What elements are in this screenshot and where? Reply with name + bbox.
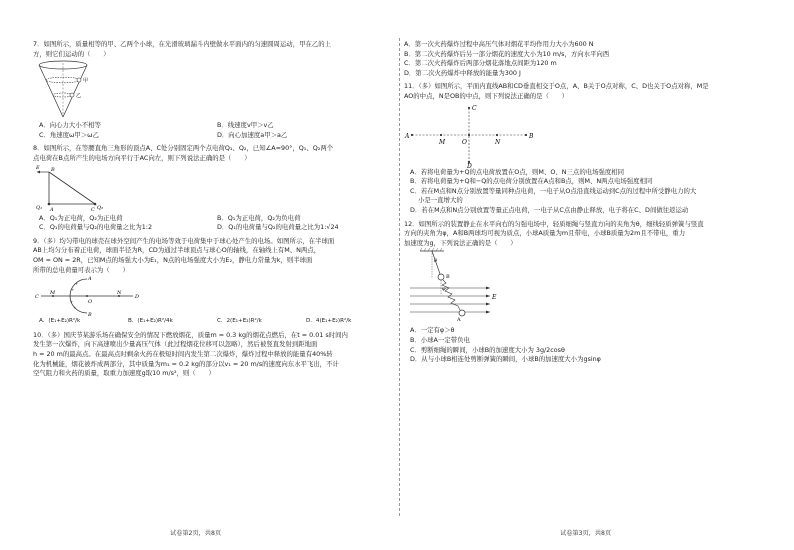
ball-yi [70, 93, 74, 97]
question-8-option-a[interactable]: A．Q₁为正电荷，Q₂为正电荷 [39, 213, 123, 222]
question-10-stem-line-3: h = 20 m的最高点。在最高点时剩余火药在极短时间内发生第二次爆炸，爆炸过程中释放的能量有40%转 [33, 349, 333, 358]
triangle-diagram [33, 164, 123, 214]
question-8-option-d[interactable]: D．Q₁的电荷量与Q₂的电荷量之比为1:√24 [217, 223, 339, 232]
ball-jia [77, 78, 81, 82]
svg-text:+: + [71, 287, 75, 293]
question-12-option-b[interactable]: B．小球A一定带负电 [410, 335, 470, 344]
svg-text:+: + [73, 305, 77, 311]
question-7-option-b[interactable]: B．线速度v甲＞v乙 [217, 121, 274, 130]
label-jia: 甲 [83, 78, 89, 85]
question-7-options-row-1 [33, 121, 395, 131]
label-yi: 乙 [76, 93, 82, 100]
question-12-option-a[interactable]: A．一定有φ＞θ [410, 326, 455, 335]
label-c: C [91, 206, 95, 213]
label-d: D [467, 162, 472, 168]
question-8-option-b[interactable]: B．Q₁为正电荷，Q₂为负电荷 [217, 213, 301, 222]
question-7-stem-line-2: 方，则它们运动的（ ） [33, 49, 110, 58]
question-11-option-c-line-1[interactable]: C．若在M点和N点分别放置等量同种点电荷，一电子从O点沿直线运动到C点的过程中所受静电力的大 [410, 186, 697, 195]
question-11-stem-line-2: AO的中点，N是OB的中点，则下列说法正确的是（ ） [404, 91, 569, 100]
label-a: A [88, 276, 92, 283]
question-10-option-d[interactable]: D．第二次火药爆炸中释放的能量为300 J [404, 68, 521, 77]
question-9-option-b[interactable]: B．(E₁+E₂)R²/4k [128, 318, 173, 325]
question-10-option-c[interactable]: C．第二次火药爆炸后两部分烟花落地点间距为120 m [404, 59, 557, 68]
funnel-diagram [33, 59, 103, 121]
label-n: N [117, 290, 122, 297]
label-o: O [462, 138, 467, 146]
question-11-option-a[interactable]: A．若将电荷量为+Q的点电荷放置在O点，则M、O、N三点的电场强度相同 [410, 167, 625, 176]
label-theta: θ [434, 258, 438, 265]
question-8 [33, 144, 395, 232]
question-10-stem-line-2: 发生第一次爆炸，向下高速喷出少量高压气体（此过程烟花位移可以忽略），然后被竖直发射到距地面 [33, 340, 318, 349]
question-10-options [404, 40, 762, 78]
label-n: N [495, 138, 501, 146]
label-b: B [88, 312, 92, 318]
question-8-stem-line-1: 8．如图所示，在等腰直角三角形的顶点A、C处分别固定两个点电荷Q₁、Q₂，已知∠A=90°，Q₁、Q₂两个 [33, 144, 334, 153]
question-7-options-row-2 [33, 131, 395, 141]
question-11-option-d[interactable]: D．若在M点和N点分别放置等量正点电荷，一电子从C点由静止释放，电子将在C、D间做往返运动 [410, 205, 689, 214]
footer-right-page-number: 试卷第3页，共8页 [560, 530, 612, 537]
label-phi: φ [442, 286, 446, 293]
svg-text:+: + [70, 299, 74, 305]
question-9-option-d[interactable]: D．4(E₁+E₂)R²/k [306, 318, 352, 325]
question-12 [404, 220, 762, 365]
question-9-option-c[interactable]: C．2(E₁+E₂)R²/k [217, 318, 262, 325]
question-9-stem-line-2: AB上均匀分布着正电荷，球面半径为R，CD为通过半球顶点与球心O的轴线，在轴线上有M、N两点， [33, 246, 321, 255]
label-c: C [35, 294, 39, 301]
question-12-stem-line-1: 12．如图所示的装置静止在水平向右的匀强电场中，轻质细绳与竖直方向的夹角为θ，细线轻质弹簧与竖直 [404, 219, 704, 228]
ball-a [459, 310, 465, 316]
question-7-stem-line-1: 7．如图所示，质量相等的甲、乙两个小球，在光滑玻璃漏斗内壁做水平面内的匀速圆周运动，甲在乙的上 [33, 40, 332, 48]
question-9-options-row [33, 317, 395, 327]
label-a: A [50, 206, 54, 213]
label-m: M [50, 290, 56, 297]
footer-left-page-number: 试卷第2页，共8页 [170, 530, 222, 537]
question-11-figure [404, 102, 762, 168]
question-7 [33, 40, 395, 140]
question-10 [33, 331, 395, 379]
question-7-figure [33, 59, 395, 121]
label-e: E [492, 294, 497, 302]
string-spring-diagram [404, 248, 514, 326]
label-e: E [36, 164, 40, 171]
question-11-option-b[interactable]: B．若将电荷量为+Q和−Q的点电荷分别放置在A点和B点，则M、N两点电场强度相同 [410, 177, 653, 186]
question-11 [404, 82, 762, 215]
question-12-stem-line-3: 加速度为g，下列说法正确的是（ ） [404, 238, 517, 247]
question-7-option-d[interactable]: D．向心加速度a甲＞a乙 [217, 130, 288, 139]
question-12-figure [404, 248, 762, 326]
question-11-stem-line-1: 11．（多）如图所示，平面内直线AB和CD垂直相交于O点，A、B关于O点对称，C、D也关于O点对称，M是 [404, 82, 709, 91]
question-8-figure [33, 164, 395, 214]
label-a: A [405, 132, 410, 140]
question-7-option-c[interactable]: C．角速度ω甲＞ω乙 [39, 130, 99, 139]
question-10-stem-line-5: 空气阻力和火药的质量，取重力加速度g取10 m/s²，则（ ） [33, 369, 215, 378]
question-9-figure [33, 275, 395, 317]
question-8-options-row-1 [33, 214, 395, 224]
question-9 [33, 237, 395, 327]
question-12-option-c[interactable]: C．剪断细绳的瞬间，小球B的加速度大小为 3g/2cosθ [410, 345, 565, 354]
question-7-option-a[interactable]: A．向心力大小不相等 [39, 121, 101, 130]
label-o: O [88, 299, 93, 306]
column-divider [399, 38, 400, 516]
question-10-stem-line-1: 10．（多）国庆节某游乐场在确保安全的情况下燃放烟花，质量m = 0.3 kg的烟花点燃后，在t = 0.01 s时间内 [33, 330, 348, 339]
question-10-option-a[interactable]: A．第一次火药爆炸过程中高压气体对烟花平均作用力大小为600 N [404, 40, 594, 48]
question-9-stem-line-1: 9．（多）均匀带电的球壳在球外空间产生的电场等效于电荷集中于球心处产生的电场。如图所示，在半球面 [33, 236, 335, 245]
label-m: M [439, 138, 446, 146]
question-8-stem-line-2: 点电荷在B点所产生的电场方向平行于AC向左，则下列说法正确的是（ ） [33, 153, 251, 162]
cross-axes-diagram [404, 102, 554, 168]
left-column [33, 40, 395, 379]
svg-text:+: + [75, 281, 79, 287]
label-b: B [529, 132, 534, 140]
question-9-option-a[interactable]: A．(E₁+E₂)R²/k [39, 318, 81, 325]
ball-b [438, 274, 444, 280]
question-10-stem-line-4: 化为机械能，烟花被炸成两部分，其中质量为m₁ = 0.2 kg的部分以v₁ = 20 m/s的速度向东水平飞出，不计 [33, 359, 339, 368]
question-8-options-row-2 [33, 223, 395, 233]
label-q2: Q₂ [97, 204, 104, 211]
right-column [404, 40, 762, 365]
label-a: A [457, 317, 461, 324]
question-9-stem-line-3: OM = ON = 2R，已知M点的场强大小为E₁，N点的电场强度大小为E₂，静电力常量为k，则半球面 [33, 255, 313, 264]
question-11-option-c-line-2: 小是一直增大的 [418, 196, 463, 205]
question-12-stem-line-2: 方向的夹角为φ，A和B两球均可视为质点，小球A质量为m且带电，小球B质量为2m且不带电，重力 [404, 229, 686, 238]
label-d: D [135, 294, 140, 301]
question-10-option-b[interactable]: B．第二次火药爆炸后另一部分烟花的速度大小为10 m/s，方向水平向西 [404, 49, 610, 58]
label-b: B [51, 166, 55, 173]
label-c: C [472, 104, 477, 112]
question-12-option-d[interactable]: D．从与小球B相连处剪断弹簧的瞬间，小球B的加速度大小为gsinφ [410, 355, 601, 364]
question-8-option-c[interactable]: C．Q₁的电荷量与Q₂的电荷量之比为1:2 [39, 223, 153, 232]
hemisphere-diagram [33, 275, 143, 317]
label-b: B [446, 274, 450, 281]
label-q1: Q₁ [36, 204, 43, 211]
question-9-stem-line-4: 所带的总电荷量可表示为（ ） [33, 265, 129, 274]
